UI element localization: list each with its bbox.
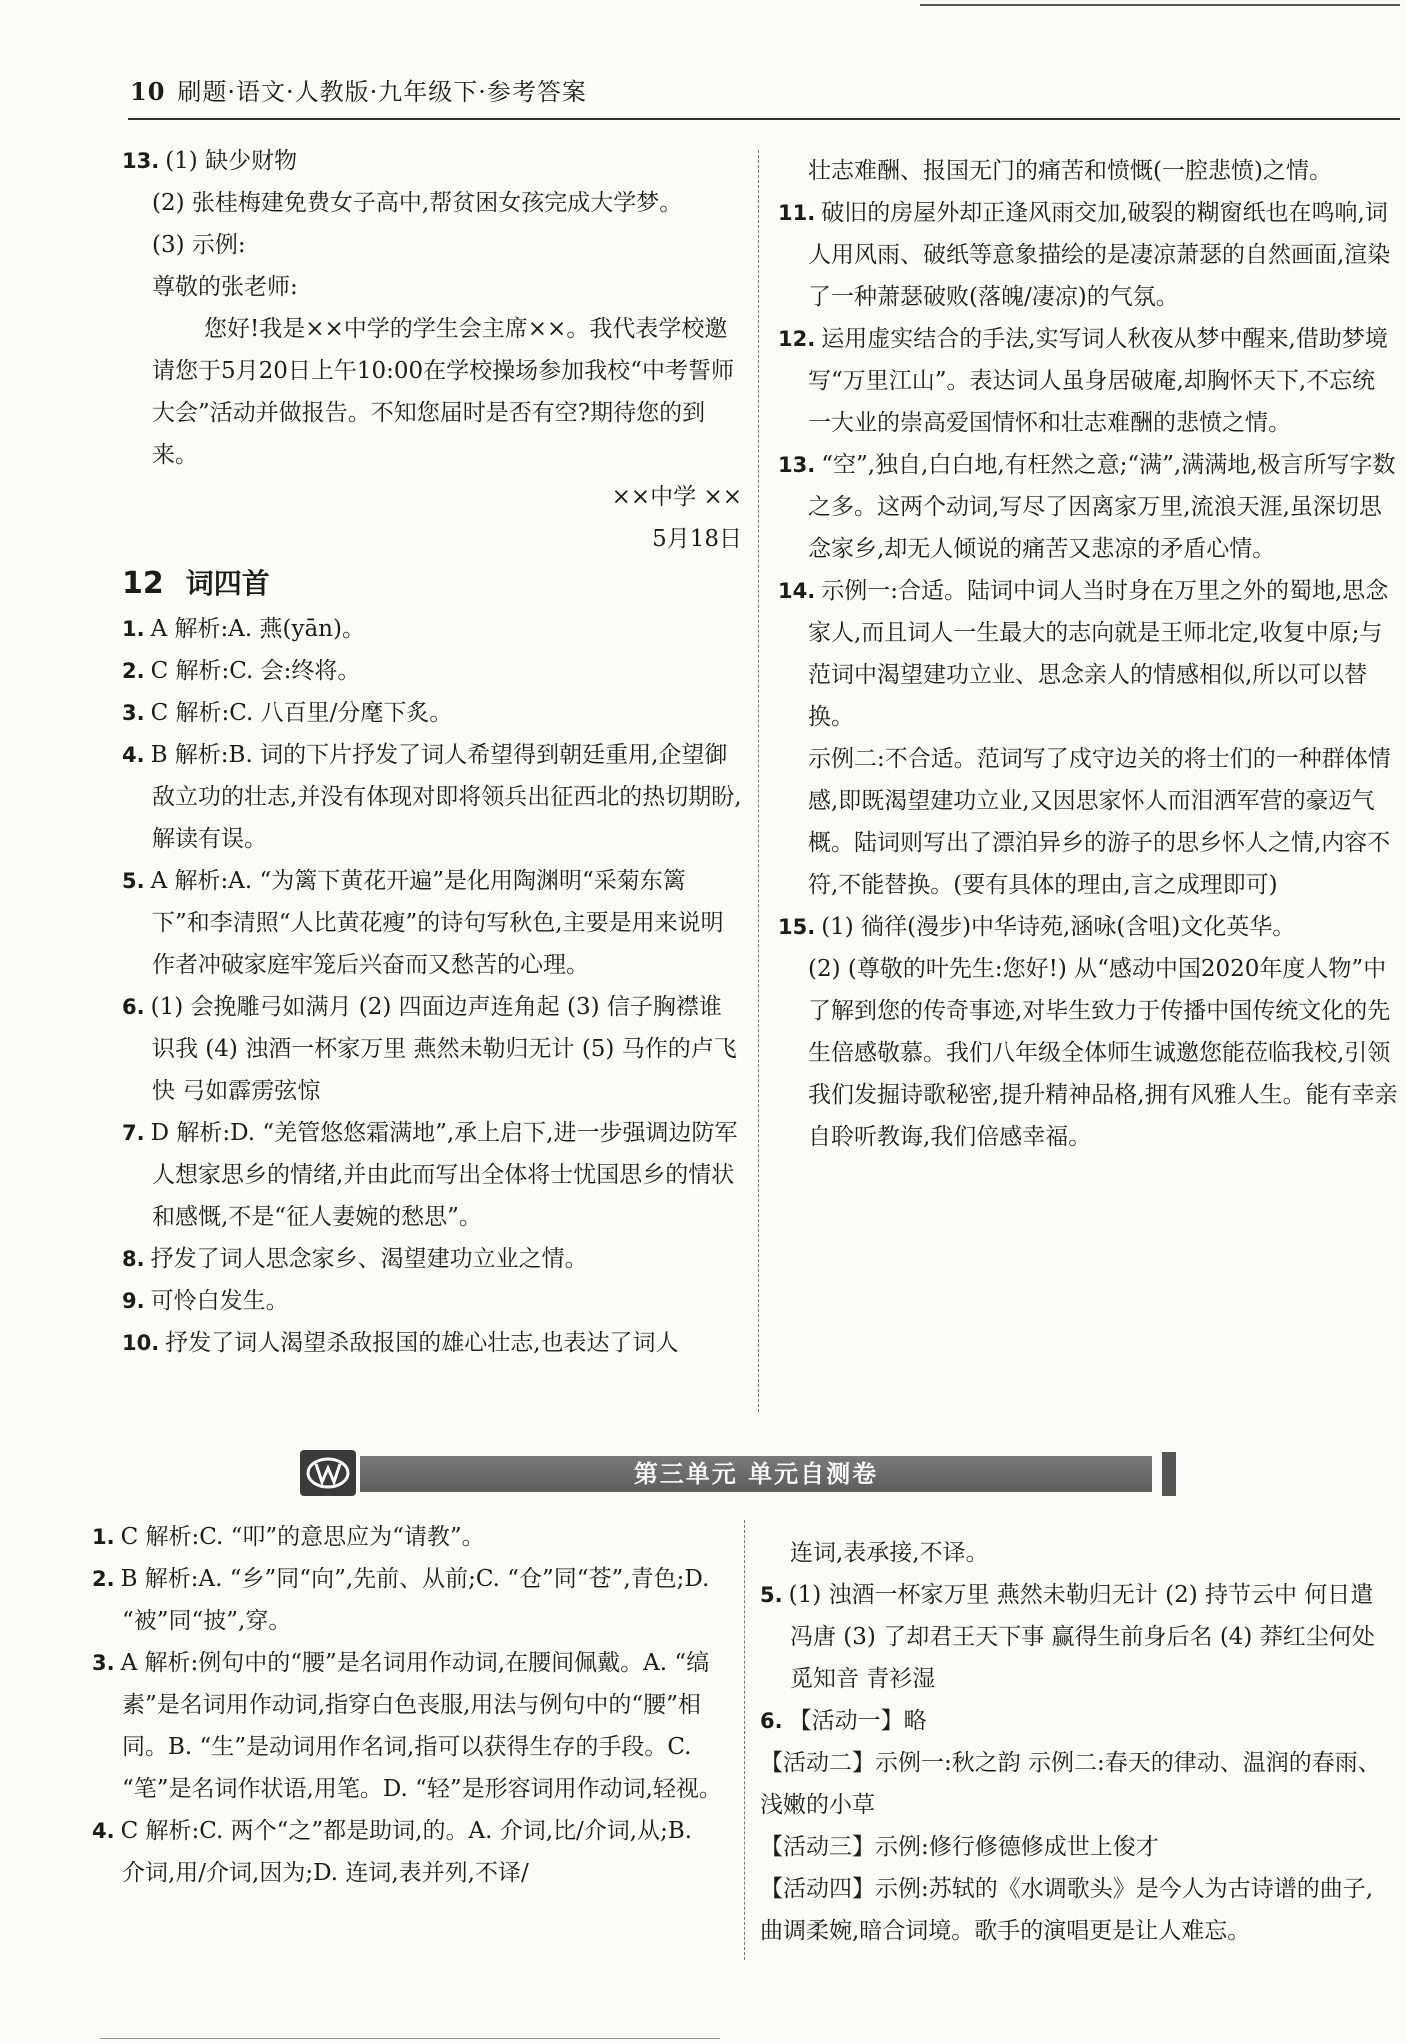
answer-line (760, 1574, 1390, 1700)
answer-text: 抒发了词人思念家乡、渴望建功立业之情。 (150, 1246, 588, 1272)
answer-text: 【活动四】示例:苏轼的《水调歌头》是今人为古诗谱的曲子,曲调柔婉,暗合词境。歌手的演唱更是让人难忘。 (760, 1876, 1374, 1944)
answer-text: (1) 徜徉(漫步)中华诗苑,涵咏(含咀)文化英华。 (821, 914, 1296, 940)
left-column (122, 140, 742, 1364)
answer-line (760, 1868, 1390, 1952)
question-number: 3. (122, 701, 145, 725)
answer-line (122, 650, 742, 692)
question-number: 13. (122, 149, 160, 173)
question-number: 7. (122, 1121, 145, 1145)
answer-text: 抒发了词人渴望杀敌报国的雄心壮志,也表达了词人 (165, 1330, 679, 1356)
question-number: 14. (778, 579, 816, 603)
answer-text: (1) 会挽雕弓如满月 (2) 四面边声连角起 (3) 信子胸襟谁识我 (4) 浊酒一杯家万里 燕然未勒归无计 (5) 马作的卢飞快 弓如霹雳弦惊 (150, 994, 737, 1104)
answer-line (92, 1516, 722, 1558)
answer-text: B 解析:A. “乡”同“向”,先前、从前;C. “仓”同“苍”,青色;D. “被”同“披”,穿。 (120, 1566, 710, 1634)
answer-line (760, 1700, 1390, 1742)
answer-text: (2) (尊敬的叶先生:您好!) 从“感动中国2020年度人物”中了解到您的传奇事迹,对毕生致力于传播中国传统文化的先生倍感敬慕。我们八年级全体师生诚邀您能莅临我校,引领我们发掘诗歌秘密,提升精神品格,拥有风雅人生。能有幸亲自聆听教诲,我们倍感幸福。 (808, 956, 1398, 1150)
answer-text: 可怜白发生。 (150, 1288, 289, 1314)
answer-line (778, 318, 1398, 444)
answer-text: 尊敬的张老师: (152, 274, 298, 300)
answer-text: C 解析:C. 两个“之”都是助词,的。A. 介词,比/介词,从;B. 介词,用/介词,因为;D. 连词,表并列,不译/ (120, 1818, 693, 1886)
answer-line (778, 444, 1398, 570)
answer-text: 连词,表承接,不译。 (790, 1540, 989, 1566)
answer-line (760, 1826, 1390, 1868)
answer-line (122, 266, 742, 308)
answer-text: C 解析:C. “叩”的意思应为“请教”。 (120, 1524, 485, 1550)
answer-line (778, 738, 1398, 906)
answer-line (122, 986, 742, 1112)
right-column (778, 150, 1398, 1158)
answer-text: 壮志难酬、报国无门的痛苦和愤慨(一腔悲愤)之情。 (808, 158, 1332, 184)
answer-text: “空”,独自,白白地,有枉然之意;“满”,满满地,极言所写字数之多。这两个动词,写尽了因离家万里,流浪天涯,虽深切思念家乡,却无人倾说的痛苦又悲凉的矛盾心情。 (808, 452, 1396, 562)
answer-line (122, 308, 742, 476)
answer-text: 【活动一】略 (788, 1708, 927, 1734)
answer-text: C 解析:C. 八百里/分麾下炙。 (150, 700, 453, 726)
answer-text: C 解析:C. 会:终将。 (150, 658, 361, 684)
answer-text: 运用虚实结合的手法,实写词人秋夜从梦中醒来,借助梦境写“万里江山”。表达词人虽身居破庵,却胸怀天下,不忘统一大业的崇高爱国情怀和壮志难酬的悲愤之情。 (808, 326, 1388, 436)
answer-text: 破旧的房屋外却正逢风雨交加,破裂的糊窗纸也在鸣响,词人用风雨、破纸等意象描绘的是凄凉萧瑟的自然画面,渲染了一种萧瑟破败(落魄/凄凉)的气氛。 (808, 200, 1391, 310)
answer-line (122, 224, 742, 266)
question-number: 6. (760, 1709, 783, 1733)
question-number: 3. (92, 1651, 115, 1675)
question-number: 4. (92, 1819, 115, 1843)
answer-text: 示例一:合适。陆词中词人当时身在万里之外的蜀地,思念家人,而且词人一生最大的志向就是王师北定,收复中原;与范词中渴望建功立业、思念亲人的情感相似,所以可以替换。 (808, 578, 1389, 730)
answer-line (122, 1280, 742, 1322)
answer-line (778, 150, 1398, 192)
answer-text: 示例二:不合适。范词写了戍守边关的将士们的一种群体情感,即既渴望建功立业,又因思家怀人而泪洒军营的豪迈气概。陆词则写出了漂泊异乡的游子的思乡怀人之情,内容不符,不能替换。(要有具体的理由,言之成理即可) (808, 746, 1391, 898)
answer-text: (3) 示例: (152, 232, 246, 258)
lesson-title (122, 560, 742, 608)
question-number: 6. (122, 995, 145, 1019)
answer-text: ××中学 ×× (611, 484, 742, 510)
question-number: 1. (92, 1525, 115, 1549)
answer-text: D 解析:D. “羌管悠悠霜满地”,承上启下,进一步强调边防军人想家思乡的情绪,并由此而写出全体将士忧国思乡的情状和感慨,不是“征人妻婉的愁思”。 (150, 1120, 738, 1230)
bottom-rule (100, 2038, 720, 2039)
question-number: 11. (778, 201, 816, 225)
page-number: 10 (130, 77, 166, 106)
answer-line (760, 1742, 1390, 1826)
answer-text: A 解析:例句中的“腰”是名词用作动词,在腰间佩戴。A. “缟素”是名词用作动词,指穿白色丧服,用法与例句中的“腰”相同。B. “生”是动词用作名词,指可以获得生存的手段。C. “笔”是名词作状语,用笔。D. “轻”是形容词用作动词,轻视。 (120, 1650, 722, 1802)
answer-line (122, 1112, 742, 1238)
answer-line (122, 734, 742, 860)
answer-line (122, 1322, 742, 1364)
question-number: 12. (778, 327, 816, 351)
answer-line (122, 1238, 742, 1280)
answer-text: (1) 缺少财物 (165, 148, 298, 174)
answer-text: A 解析:A. “为篱下黄花开遍”是化用陶渊明“采菊东篱下”和李清照“人比黄花瘦”的诗句写秋色,主要是用来说明作者冲破家庭牢笼后兴奋而又愁苦的心理。 (150, 868, 724, 978)
unit-badge-icon (300, 1450, 356, 1496)
answer-text: B 解析:B. 词的下片抒发了词人希望得到朝廷重用,企望御敌立功的壮志,并没有体现对即将领兵出征西北的热切期盼,解读有误。 (150, 742, 742, 852)
question-number: 2. (122, 659, 145, 683)
question-number: 5. (122, 869, 145, 893)
answer-text: 【活动三】示例:修行修德修成世上俊才 (760, 1834, 1159, 1860)
question-number: 10. (122, 1331, 160, 1355)
answer-text: A 解析:A. 燕(yān)。 (150, 616, 365, 642)
answer-line (122, 518, 742, 560)
lesson-number: 12 (122, 566, 164, 601)
answer-line (778, 570, 1398, 738)
answer-line (122, 608, 742, 650)
page-header (130, 72, 587, 107)
bottom-left-column (92, 1516, 722, 1894)
page-header-title: 刷题·语文·人教版·九年级下·参考答案 (177, 78, 587, 106)
lesson-name: 词四首 (185, 567, 270, 600)
question-number: 4. (122, 743, 145, 767)
answer-text: (1) 浊酒一杯家万里 燕然未勒归无计 (2) 持节云中 何日遣冯唐 (3) 了却君王天下事 赢得生前身后名 (4) 莽红尘何处觅知音 青衫湿 (788, 1582, 1375, 1692)
answer-line (122, 182, 742, 224)
answer-text: 【活动二】示例一:秋之韵 示例二:春天的律动、温润的春雨、浅嫩的小草 (760, 1750, 1381, 1818)
bottom-right-column (760, 1532, 1390, 1952)
answer-line (92, 1642, 722, 1810)
answer-line (778, 192, 1398, 318)
question-number: 1. (122, 617, 145, 641)
question-number: 8. (122, 1247, 145, 1271)
answer-line (122, 140, 742, 182)
answer-line (122, 476, 742, 518)
answer-line (92, 1810, 722, 1894)
answer-line (92, 1558, 722, 1642)
question-number: 5. (760, 1583, 783, 1607)
question-number: 15. (778, 915, 816, 939)
column-divider (758, 150, 759, 1412)
answer-line (760, 1532, 1390, 1574)
bottom-column-divider (744, 1520, 745, 1960)
answer-text: 您好!我是××中学的学生会主席××。我代表学校邀请您于5月20日上午10:00在学校操场参加我校“中考誓师大会”活动并做报告。不知您届时是否有空?期待您的到来。 (152, 316, 734, 468)
header-rule (128, 118, 1400, 120)
question-number: 13. (778, 453, 816, 477)
section-banner (300, 1452, 1180, 1496)
answer-line (778, 906, 1398, 948)
question-number: 9. (122, 1289, 145, 1313)
answer-text: (2) 张桂梅建免费女子高中,帮贫困女孩完成大学梦。 (152, 190, 683, 216)
top-rule (920, 4, 1400, 6)
question-number: 2. (92, 1567, 115, 1591)
section-banner-title: 第三单元 单元自测卷 (360, 1456, 1152, 1492)
answer-line (778, 948, 1398, 1158)
answer-line (122, 860, 742, 986)
answer-line (122, 692, 742, 734)
answer-text: 5月18日 (652, 526, 742, 552)
banner-cap (1162, 1452, 1176, 1496)
